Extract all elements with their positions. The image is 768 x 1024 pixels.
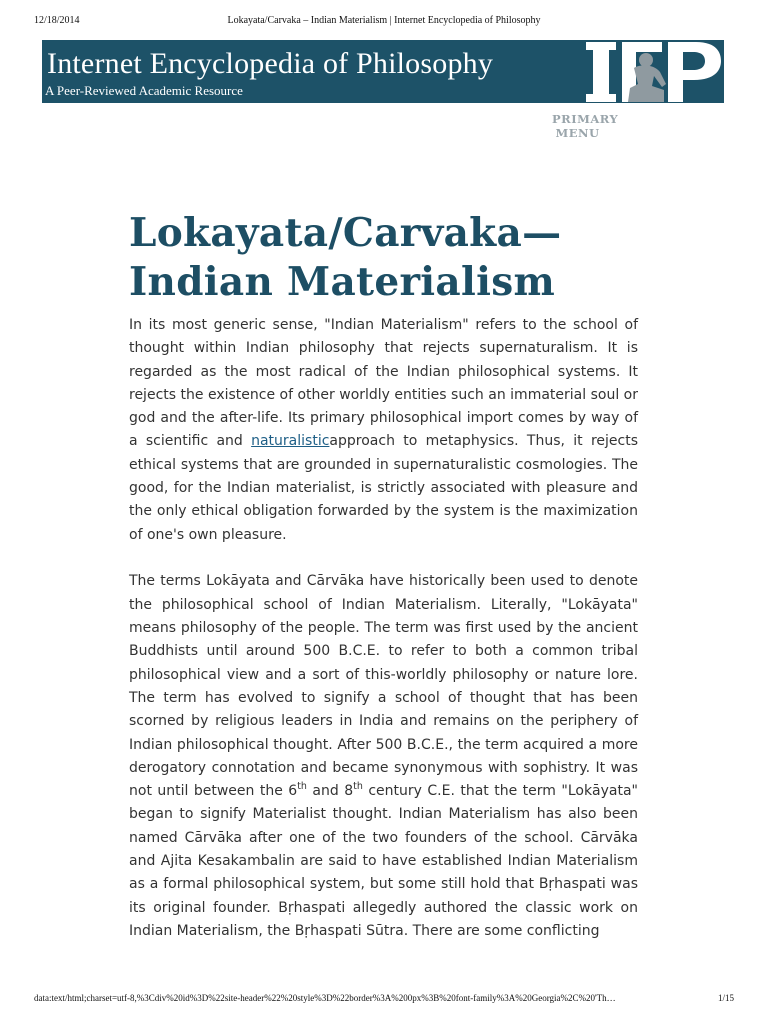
naturalistic-link[interactable]: naturalistic bbox=[251, 433, 330, 450]
print-page-title: Lokayata/Carvaka – Indian Materialism | Internet Encyclopedia of Philosophy bbox=[227, 15, 541, 26]
paragraph-text: and 8 bbox=[306, 783, 354, 800]
print-date: 12/18/2014 bbox=[34, 15, 80, 26]
superscript: th bbox=[353, 781, 363, 793]
superscript: th bbox=[297, 781, 307, 793]
print-header bbox=[34, 15, 734, 29]
article-title: Lokayata/Carvaka—Indian Materialism bbox=[129, 210, 562, 305]
site-tagline: A Peer-Reviewed Academic Resource bbox=[45, 83, 243, 98]
site-header-banner[interactable] bbox=[42, 40, 724, 103]
site-name[interactable]: Internet Encyclopedia of Philosophy bbox=[47, 47, 494, 80]
article-paragraph bbox=[129, 570, 638, 943]
print-page-number: 1/15 bbox=[717, 993, 734, 1003]
paragraph-text: approach to metaphysics. Thus, it rejects ethical systems that are grounded in supernaturalistic cosmologies. The good, for the Indian materialist, is strictly associated with pleasure and the only ethical obligation forwarded by the system is the maximization of one's own pleasure. bbox=[129, 433, 638, 543]
paragraph-text: The terms Lokāyata and Cārvāka have historically been used to denote the philosophical school of Indian Materialism. Literally, "Lokāyata" means philosophy of the people. The term was first used by the ancient Buddhists until around 500 B.C.E. to refer to both a common tribal philosophical view and a sort of this-worldly philosophy or nature lore. The term has evolved to signify a school of thought that has been scorned by religious leaders in India and remains on the periphery of Indian philosophical thought. After 500 B.C.E., the term acquired a more derogatory connotation and became synonymous with sophistry. It was not until between the 6 bbox=[129, 573, 638, 800]
paragraph-text: century C.E. that the term "Lokāyata" began to signify Materialist thought. Indian Materialism has also been named Cārvāka after one of the two founders of the school. Cārvāka and Ajita Kesakambalin are said to have established Indian Materialism as a formal philosophical system, but some still hold that Bṛhaspati was its original founder. Bṛhaspati allegedly authored the classic work on Indian Materialism, the Bṛhaspati Sūtra. There are some conflicting bbox=[129, 783, 638, 939]
primary-menu-button[interactable] bbox=[552, 112, 619, 140]
article-body bbox=[129, 314, 638, 943]
primary-menu-label-line1: PRIMARY bbox=[552, 112, 619, 126]
primary-menu-label-line2: MENU bbox=[555, 126, 600, 140]
print-source-url: data:text/html;charset=utf-8,%3Cdiv%20id%3D%22site-header%22%20style%3D%22border%3A%200px%3B%20font-family%3A%20Georgia%2C%20'Th… bbox=[34, 993, 616, 1003]
print-footer bbox=[34, 993, 734, 1007]
article-paragraph bbox=[129, 314, 638, 547]
iep-logo[interactable] bbox=[584, 40, 724, 103]
paragraph-text: In its most generic sense, "Indian Materialism" refers to the school of thought within Indian philosophy that rejects supernaturalism. It is regarded as the most radical of the Indian philosophical systems. It rejects the existence of other worldly entities such an immaterial soul or god and the after-life. Its primary philosophical import comes by way of a scientific and bbox=[129, 317, 638, 450]
